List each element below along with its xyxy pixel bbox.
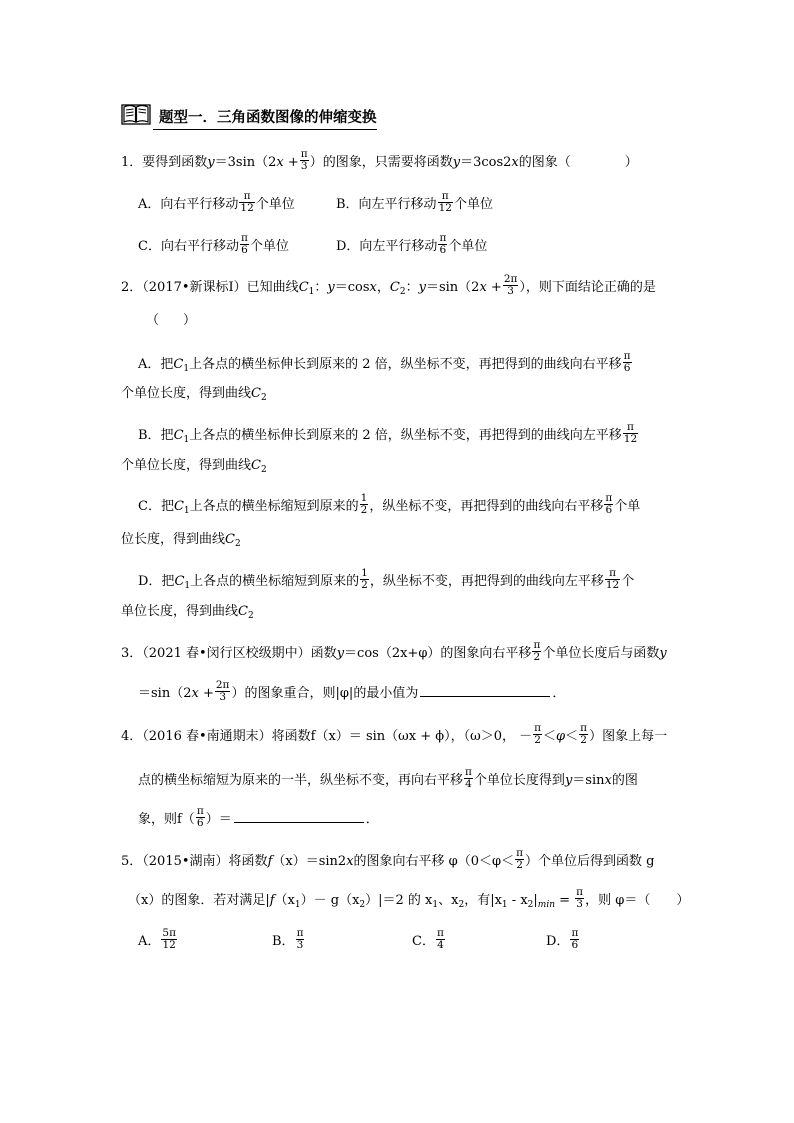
q2-stem: 2．（2017•新课标Ⅰ）已知曲线$C_1$：y＝cosx，$C_2$：y＝sin（2x + $\frac{2\pi}{3}$ ），则下面结论正确的是: [121, 273, 656, 297]
fraction: $\frac{\pi}{3}$: [300, 148, 308, 172]
q2-option-b-cont: 个单位长度，得到曲线$C_2$: [121, 458, 267, 475]
q3-answer-blank[interactable]: [420, 684, 550, 697]
q1-option-d[interactable]: D．向左平行移动 $\frac{\pi}{6}$ 个单位: [336, 232, 488, 256]
q4-stem-cont: 点的横坐标缩短为原来的一半，纵坐标不变，再向右平移 $\frac{\pi}{4}$ 个单位长度得到y＝sinx的图: [138, 766, 638, 790]
q4-stem-cont2: 象，则f（ $\frac{\pi}{6}$ ）＝ ．: [138, 805, 379, 829]
q5-stem-cont: （x）的图象．若对满足$|f(x_1)- g(x_2)|=2$ 的 $x_1$、$x_2$，有$|x_1 - x_2|_{min}$ = $\frac{\pi}{3}$ ，则 φ＝（ ）: [128, 886, 690, 910]
q5-option-b[interactable]: B． $\frac{\pi}{3}$: [272, 927, 304, 951]
q2-option-d-cont: 单位长度，得到曲线$C_2$: [121, 604, 254, 621]
q5-option-d[interactable]: D． $\frac{\pi}{6}$: [546, 927, 579, 951]
q4-stem: 4．（2016 春•南通期末）将函数f（x）＝ sin（ωx + ϕ），（ω＞0， － $\frac{\pi}{2}$ ＜φ＜ $\frac{\pi}{2}$ ）图象上每一: [121, 722, 668, 746]
q2-option-d[interactable]: D．把$C_1$上各点的横坐标缩短到原来的 $\frac{1}{2}$ ，纵坐标不变，再把得到的曲线向左平移 $\frac{\pi}{12}$ 个: [138, 567, 635, 591]
q5-option-a[interactable]: A． $\frac{5\pi}{12}$: [138, 927, 176, 951]
book-icon: [121, 102, 151, 130]
q2-option-b[interactable]: B．把$C_1$上各点的横坐标伸长到原来的 2 倍，纵坐标不变，再把得到的曲线向左平移 $\frac{\pi}{12}$: [138, 421, 638, 445]
section-heading: [121, 103, 377, 129]
q4-answer-blank[interactable]: [234, 810, 364, 823]
q2-option-c-cont: 位长度，得到曲线$C_2$: [121, 532, 241, 549]
q3-stem: 3．（2021 春•闵行区校级期中）函数y＝cos（2x+φ）的图象向右平移 $\frac{\pi}{2}$ 个单位长度后与函数y: [121, 639, 667, 663]
section-underline: [153, 129, 377, 130]
q1-stem: 1．要得到函数y＝3sin（2x + $\frac{\pi}{3}$ ）的图象，只需要将函数y＝3cos2x的图象（ ）: [121, 148, 638, 172]
q1-option-a[interactable]: A．向右平行移动 $\frac{\pi}{12}$ 个单位: [138, 190, 295, 214]
section-title: 题型一．三角函数图像的伸缩变换: [159, 109, 377, 126]
q2-option-a[interactable]: A．把$C_1$上各点的横坐标伸长到原来的 2 倍，纵坐标不变，再把得到的曲线向右平移 $\frac{\pi}{6}$: [138, 350, 631, 374]
q3-stem-cont: ＝sin（2x + $\frac{2\pi}{3}$ ）的图象重合，则|φ|的最小值为 ．: [138, 679, 566, 703]
q2-option-c[interactable]: C．把$C_1$上各点的横坐标缩短到原来的 $\frac{1}{2}$ ，纵坐标不变，再把得到的曲线向右平移 $\frac{\pi}{6}$ 个单: [138, 492, 641, 516]
q2-option-a-cont: 个单位长度，得到曲线$C_2$: [121, 386, 267, 403]
q1-option-c[interactable]: C．向右平行移动 $\frac{\pi}{6}$ 个单位: [138, 232, 289, 256]
q5-stem: 5．（2015•湖南）将函数f（x）＝sin2x的图象向右平移 φ（0＜φ＜ $\frac{\pi}{2}$ ）个单位后得到函数 g: [121, 847, 655, 871]
q5-option-c[interactable]: C． $\frac{\pi}{4}$: [412, 927, 444, 951]
q2-answer-paren: （ ）: [146, 313, 197, 328]
q1-option-b[interactable]: B．向左平行移动 $\frac{\pi}{12}$ 个单位: [336, 190, 493, 214]
